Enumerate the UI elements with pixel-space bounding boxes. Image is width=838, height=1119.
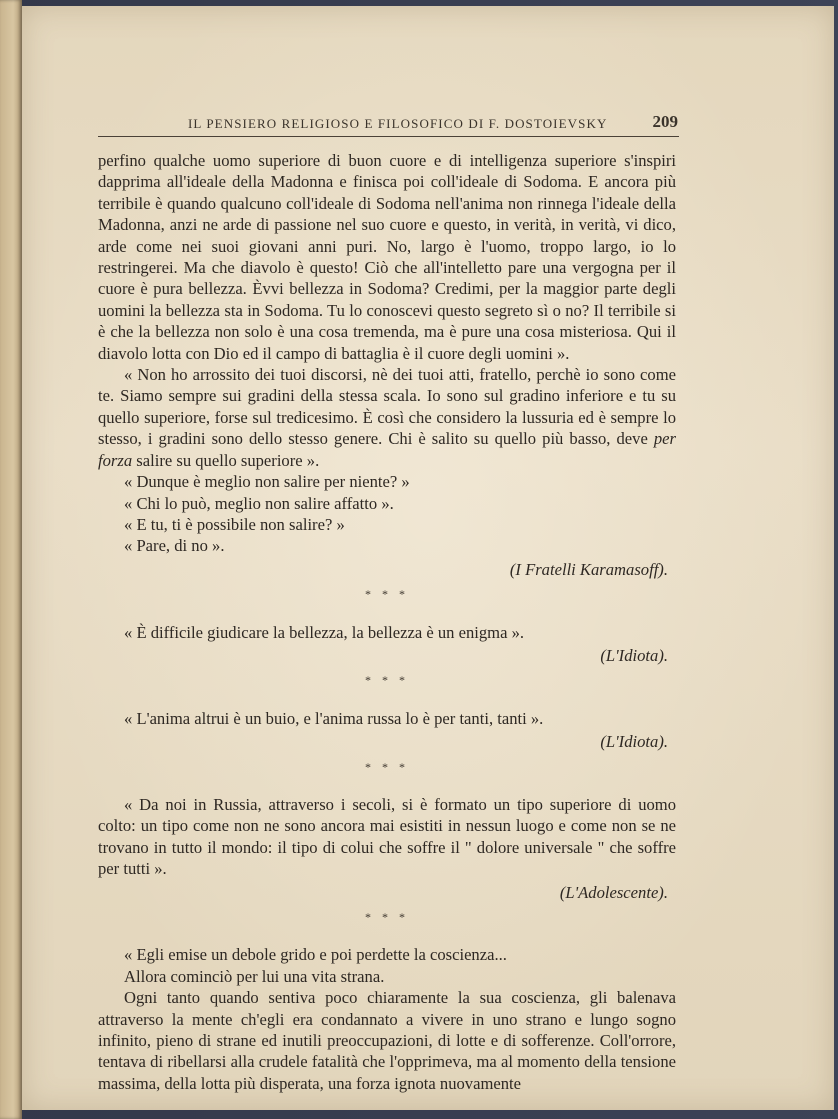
dialogue-line-3: « E tu, ti è possibile non salire? » bbox=[124, 514, 345, 534]
header-rule bbox=[98, 136, 679, 137]
source-idiota-1: (L'Idiota). bbox=[600, 645, 668, 665]
source-adolescente: (L'Adolescente). bbox=[559, 882, 668, 902]
section-separator: * * * bbox=[365, 673, 409, 688]
source-karamasoff: (I Fratelli Karamasoff). bbox=[509, 559, 668, 579]
quote-russia: « Da noi in Russia, attraverso i secoli, si è formato un tipo superiore di uomo colto: un tipo come non ne sono ancora mai esistiti in nessun luogo e come non se ne trovano in tutto il mondo: il tipo di colui che soffre il " dolore universale " che soffre per tutti ». bbox=[98, 794, 676, 879]
paragraph-scala-text-b: salire su quello superiore ». bbox=[132, 450, 320, 470]
running-title: IL PENSIERO RELIGIOSO E FILOSOFICO DI F. DOSTOIEVSKY bbox=[188, 116, 608, 131]
quote-bellezza: « È difficile giudicare la bellezza, la bellezza è un enigma ». bbox=[124, 622, 525, 642]
section-separator: * * * bbox=[365, 759, 409, 774]
section-separator: * * * bbox=[365, 587, 409, 602]
dialogue-line-4: « Pare, di no ». bbox=[124, 536, 225, 556]
dialogue-line-1: « Dunque è meglio non salire per niente? » bbox=[124, 472, 410, 492]
page-number: 209 bbox=[652, 112, 678, 131]
quote-anima: « L'anima altrui è un buio, e l'anima russa lo è per tanti, tanti ». bbox=[124, 708, 544, 728]
dialogue-line-2: « Chi lo può, meglio non salire affatto ». bbox=[124, 493, 394, 513]
paragraph-scala bbox=[98, 364, 676, 471]
paragraph-sodoma: perfino qualche uomo superiore di buon cuore e di intelligenza superiore s'inspiri dapprima all'ideale della Madonna e finisca poi coll'ideale di Sodoma. E ancora più terribile è quando qualcuno coll'ideale di Sodoma nell'anima non rinnega l'ideale della Madonna, anzi ne arde di passione nel suo cuore e questo, in verità, in verità, vi dico, arde come nei suoi giovani anni puri. No, largo è l'uomo, troppo largo, io lo restringerei. Ma che diavolo è questo! Ciò che all'intelletto pare una vergogna per il cuore è pura bellezza. Èvvi bellezza in Sodoma? Credimi, per la maggior parte degli uomini la bellezza sta in Sodoma. Tu lo conoscevi questo segreto sì o no? Il terribile si è che la bellezza non solo è una cosa tremenda, ma è pure una cosa misteriosa. Qui il diavolo lotta con Dio ed il campo di battaglia è il cuore degli uomini ». bbox=[98, 151, 676, 363]
quote-coscienza: Ogni tanto quando sentiva poco chiaramente la sua coscienza, gli balenava attraverso la mente ch'egli era condannato a vivere in uno strano e lungo sogno infinito, pieno di strane ed inutili preoccupazioni, di lotte e di sofferenze. Coll'orrore, tentava di ribellarsi alla crudele fatalità che l'opprimeva, ma al momento della tensione massima, della lotta più disperata, una forza ignota nuovamente bbox=[98, 988, 676, 1093]
quote-vita-strana: Allora cominciò per lui una vita strana. bbox=[124, 966, 385, 986]
source-idiota-2: (L'Idiota). bbox=[600, 732, 668, 752]
running-header bbox=[168, 112, 678, 134]
section-separator: * * * bbox=[365, 910, 409, 924]
paragraph-scala-text-a: « Non ho arrossito dei tuoi discorsi, nè dei tuoi atti, fratello, perchè io sono come te. Siamo sempre sui gradini della stessa scala. Io sono sul gradino inferiore e tu su quello superiore, forse sul tredicesimo. È così che considero la lussuria ed è sempre lo stesso, i gradini sono dello stesso genere. Chi è salito su quello più basso, deve bbox=[98, 365, 676, 449]
adjacent-page-edge bbox=[0, 0, 22, 1119]
emphasis-per-forza: per forza bbox=[98, 429, 676, 470]
page-body bbox=[98, 150, 676, 1094]
quote-grido: « Egli emise un debole grido e poi perdette la coscienza... bbox=[124, 945, 507, 965]
